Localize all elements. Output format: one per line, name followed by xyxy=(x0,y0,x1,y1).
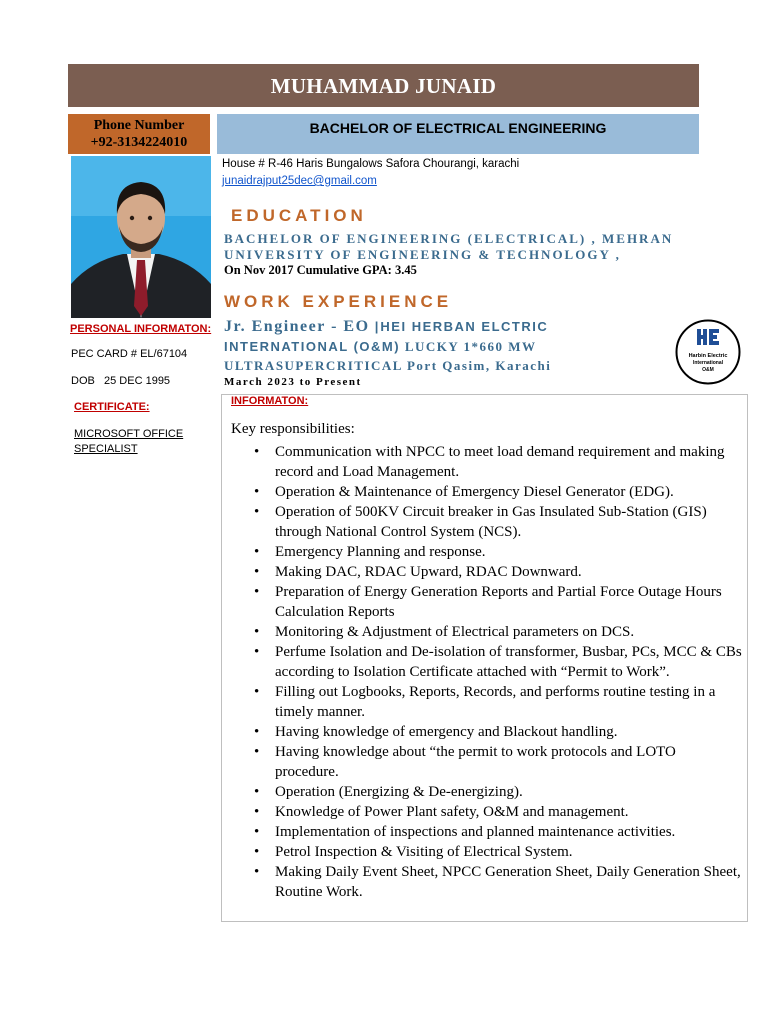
responsibility-item: • Making DAC, RDAC Upward, RDAC Downward. xyxy=(254,562,742,582)
pec-card: PEC CARD # EL/67104 xyxy=(71,348,188,360)
work-experience-heading: WORK EXPERIENCE xyxy=(224,292,453,311)
job-line-1 xyxy=(224,318,548,336)
degree-line-2: UNIVERSITY OF ENGINEERING & TECHNOLOGY , xyxy=(224,247,621,262)
logo-caption-2: International xyxy=(692,360,724,366)
responsibility-item: • Filling out Logbooks, Reports, Records, and performs routine testing in a timely manner. xyxy=(254,682,742,722)
phone-label: Phone Number xyxy=(93,118,185,133)
responsibilities-heading: Key responsibilities: xyxy=(231,421,355,437)
job-line-2 xyxy=(224,339,537,355)
responsibility-item: • Operation of 500KV Circuit breaker in Gas Insulated Sub-Station (GIS) through National Control System (NCS). xyxy=(254,502,742,542)
job-title: Jr. Engineer - EO xyxy=(224,318,370,335)
email-link[interactable]: junaidrajput25dec@gmail.com xyxy=(222,175,377,187)
degree-title: BACHELOR OF ELECTRICAL ENGINEERING xyxy=(217,114,699,154)
responsibility-item: • Making Daily Event Sheet, NPCC Generation Sheet, Daily Generation Sheet, Routine Work. xyxy=(254,862,742,902)
profile-photo xyxy=(71,156,211,318)
job-line-2-serif: LUCKY 1*660 MW xyxy=(404,339,537,354)
responsibility-item: • Operation (Energizing & De-energizing). xyxy=(254,782,742,802)
name-header: MUHAMMAD JUNAID xyxy=(68,64,699,107)
certificate-text: MICROSOFT OFFICE SPECIALIST xyxy=(74,428,184,455)
responsibilities-list xyxy=(254,442,742,902)
phone-number: +92-3134224010 xyxy=(90,135,188,150)
job-separator: | xyxy=(374,319,381,334)
job-date: March 2023 to Present xyxy=(224,376,362,388)
responsibility-item: • Petrol Inspection & Visiting of Electrical System. xyxy=(254,842,742,862)
logo-caption-3: O&M xyxy=(702,367,714,373)
job-employer: HEI HERBAN ELCTRIC xyxy=(380,319,549,334)
personal-info-label: PERSONAL INFORMATON: xyxy=(70,323,212,335)
job-line-2-sans: INTERNATIONAL (O&M) xyxy=(224,339,401,354)
address: House # R-46 Haris Bungalows Safora Chourangi, karachi xyxy=(222,158,520,170)
responsibility-item: • Communication with NPCC to meet load demand requirement and making record and Load Management. xyxy=(254,442,742,482)
gpa-line: On Nov 2017 Cumulative GPA: 3.45 xyxy=(224,263,417,277)
responsibility-item: • Operation & Maintenance of Emergency Diesel Generator (EDG). xyxy=(254,482,742,502)
responsibility-item: • Knowledge of Power Plant safety, O&M and management. xyxy=(254,802,742,822)
responsibility-item: • Implementation of inspections and planned maintenance activities. xyxy=(254,822,742,842)
information-label: INFORMATON: xyxy=(231,395,309,407)
responsibility-item: • Monitoring & Adjustment of Electrical parameters on DCS. xyxy=(254,622,742,642)
company-logo xyxy=(675,319,741,385)
responsibility-item: • Perfume Isolation and De-isolation of transformer, Busbar, PCs, MCC & CBs according to Isolation Certificate attached with “Permit to Work”. xyxy=(254,642,742,682)
responsibility-item: • Emergency Planning and response. xyxy=(254,542,742,562)
degree-line-1: BACHELOR OF ENGINEERING (ELECTRICAL) , MEHRAN xyxy=(224,231,674,246)
certificate-label: CERTIFICATE: xyxy=(74,401,150,413)
date-of-birth: DOB 25 DEC 1995 xyxy=(71,375,171,387)
phone-box xyxy=(68,114,210,154)
logo-caption-1: Harbin Electric xyxy=(688,353,728,359)
responsibility-item: • Having knowledge of emergency and Blackout handling. xyxy=(254,722,742,742)
responsibility-item: • Preparation of Energy Generation Reports and Partial Force Outage Hours Calculation Reports xyxy=(254,582,742,622)
job-line-3: ULTRASUPERCRITICAL Port Qasim, Karachi xyxy=(224,358,552,373)
education-heading: EDUCATION xyxy=(231,206,367,225)
responsibility-item: • Having knowledge about “the permit to work protocols and LOTO procedure. xyxy=(254,742,742,782)
